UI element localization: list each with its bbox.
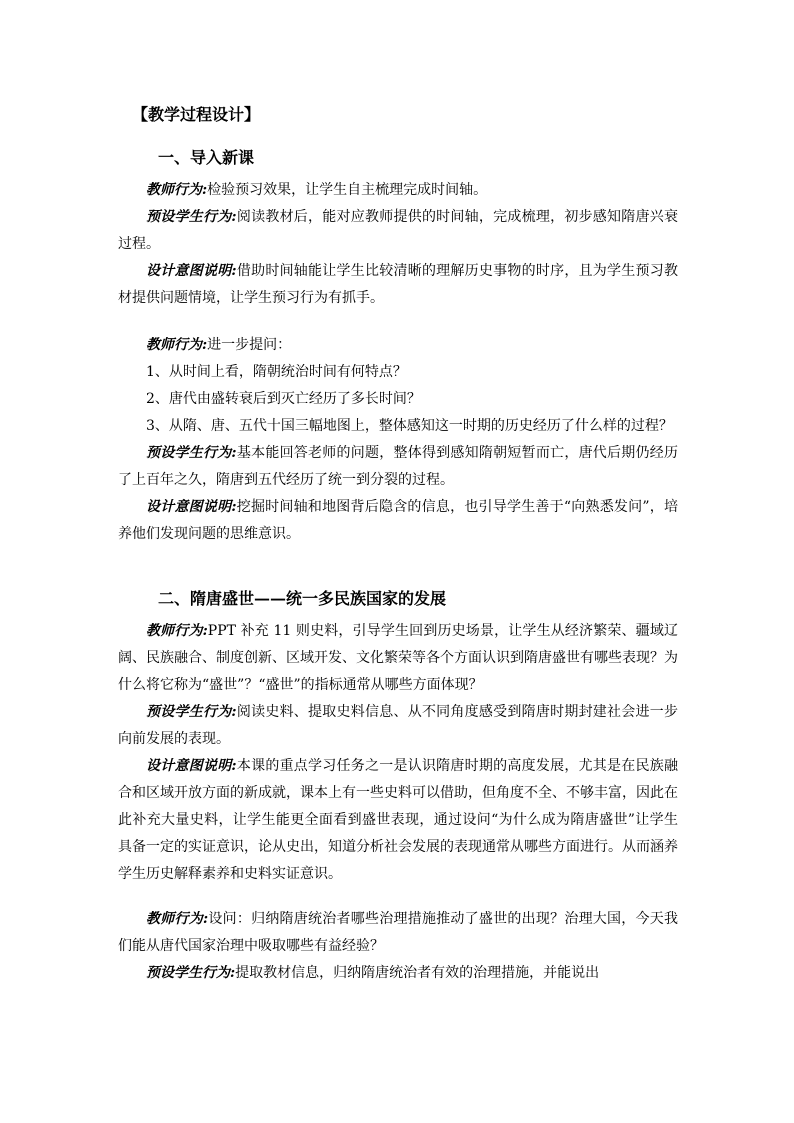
paragraph-student-behavior: [118, 204, 678, 258]
page-title: 【教学过程设计】: [132, 105, 261, 124]
label-teacher: 教师行为:: [146, 911, 209, 927]
question-item: 2、唐代由盛转衰后到灭亡经历了多长时间？: [146, 391, 421, 407]
text-student: 基本能回答老师的问题，整体得到感知隋朝短暂而亡，唐代后期仍经历了上百年之久，隋唐到五代经历了统一到分裂的过程。: [118, 445, 679, 488]
text-teacher: 进一步提问：: [207, 337, 292, 353]
text-teacher: PPT 补充 11 则史料，引导学生回到历史场景，让学生从经济繁荣、疆域辽阔、民族融合、制度创新、区域开发、文化繁荣等各个方面认识到隋唐盛世有哪些表现？为什么将它称为“盛世”？“盛世”的指标通常从哪些方面体现？: [118, 623, 678, 693]
spacer: [118, 888, 678, 906]
paragraph-student-behavior: [118, 960, 678, 987]
paragraph-teacher-behavior: [118, 618, 678, 699]
paragraph-design-intent: [118, 258, 678, 312]
label-student: 预设学生行为:: [146, 965, 236, 981]
paragraph-student-behavior: [118, 440, 678, 494]
paragraph-student-behavior: [118, 699, 678, 753]
text-student: 阅读教材后，能对应教师提供的时间轴，完成梳理，初步感知隋唐兴衰过程。: [118, 209, 679, 252]
label-design: 设计意图说明:: [146, 499, 237, 515]
section-heading-intro: 一、导入新课: [158, 148, 255, 167]
paragraph-teacher-behavior: [118, 906, 678, 960]
label-teacher: 教师行为:: [146, 623, 208, 639]
text-teacher: 检验预习效果，让学生自主梳理完成时间轴。: [207, 182, 488, 198]
question-item: 1、从时间上看，隋朝统治时间有何特点？: [146, 364, 407, 380]
label-student: 预设学生行为:: [146, 209, 237, 225]
text-design: 挖掘时间轴和地图背后隐含的信息，也引导学生善于“向熟悉发问”，培养他们发现问题的思维意识。: [118, 499, 678, 542]
paragraph-teacher-behavior: [118, 332, 678, 359]
text-student: 阅读史料、提取史料信息、从不同角度感受到隋唐时期封建社会进一步向前发展的表现。: [118, 704, 679, 747]
label-teacher: 教师行为:: [146, 337, 208, 353]
text-teacher: 设问：归纳隋唐统治者哪些治理措施推动了盛世的出现？治理大国，今天我们能从唐代国家治理中吸取哪些有益经验？: [118, 911, 678, 954]
spacer: [118, 548, 678, 588]
question-item: 3、从隋、唐、五代十国三幅地图上，整体感知这一时期的历史经历了什么样的过程？: [146, 418, 673, 434]
paragraph-design-intent: [118, 494, 678, 548]
text-student: 提取教材信息，归纳隋唐统治者有效的治理措施，并能说出: [235, 965, 600, 981]
text-design: 借助时间轴能让学生比较清晰的理解历史事物的时序，且为学生预习教材提供问题情境，让学生预习行为有抓手。: [118, 263, 679, 306]
label-student: 预设学生行为:: [146, 445, 237, 461]
document-body: [118, 104, 678, 987]
label-student: 预设学生行为:: [146, 704, 237, 720]
spacer: [118, 312, 678, 332]
label-teacher: 教师行为:: [146, 182, 208, 198]
label-design: 设计意图说明:: [146, 758, 237, 774]
label-design: 设计意图说明:: [146, 263, 237, 279]
paragraph-design-intent: [118, 753, 678, 888]
paragraph-teacher-behavior: [118, 177, 678, 204]
text-design: 本课的重点学习任务之一是认识隋唐时期的高度发展，尤其是在民族融合和区域开放方面的新成就，课本上有一些史料可以借助，但角度不全、不够丰富，因此在此补充大量史料，让学生能更全面看到盛世表现，通过设问“为什么成为隋唐盛世”让学生具备一定的实证意识，论从史出，知道分析社会发展的表现通常从哪些方面进行。从而涵养学生历史解释素养和史料实证意识。: [118, 758, 679, 882]
section-heading-prosperity: 二、隋唐盛世——统一多民族国家的发展: [158, 589, 447, 608]
